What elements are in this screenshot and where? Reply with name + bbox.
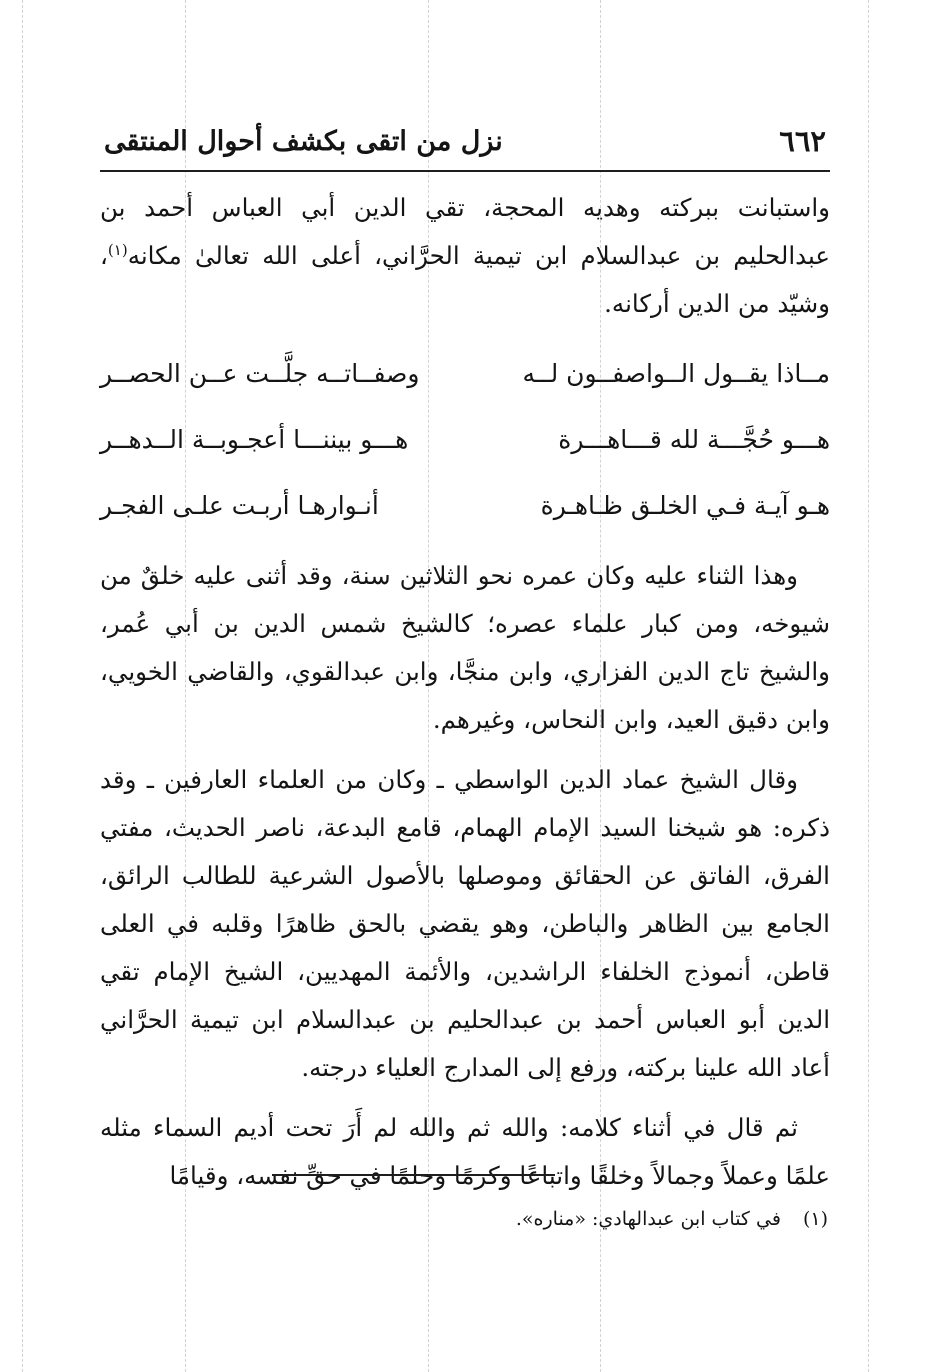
- verse-first-hemistich: مــاذا يقــول الــواصفــون لــه: [522, 358, 830, 388]
- poem-verse: [100, 406, 830, 472]
- page-body: [100, 184, 830, 1200]
- scan-artifact-line: [868, 0, 869, 1372]
- footnote-text: في كتاب ابن عبدالهادي: «مناره».: [515, 1208, 781, 1230]
- footnote-reference[interactable]: (١): [107, 240, 128, 259]
- verse-first-hemistich: هـــو حُجَّـــة لله قـــاهـــرة: [558, 424, 830, 454]
- footnote-number: (١): [802, 1208, 828, 1230]
- paragraph: [100, 184, 830, 328]
- poem: [100, 340, 830, 538]
- poem-verse: [100, 340, 830, 406]
- running-title: نزل من اتقى بكشف أحوال المنتقى: [104, 126, 503, 157]
- paragraph: وقال الشيخ عماد الدين الواسطي ـ وكان من العلماء العارفين ـ وقد ذكره: هو شيخنا السيد الإمام الهمام، قامع البدعة، ناصر الحديث، مفتي الفرق، الفاتق عن الحقائق وموصلها بالأصول الشرعية للطالب الرائق، الجامع بين الظاهر والباطن، وهو يقضي بالحق ظاهرًا وقلبه في العلى قاطن، أنموذج الخلفاء الراشدين، والأئمة المهديين، الشيخ الإمام تقي الدين أبو العباس أحمد بن عبدالحليم بن عبدالسلام ابن تيمية الحرَّاني أعاد الله علينا بركته، ورفع إلى المدارج العلياء درجته.: [100, 765, 830, 1082]
- scan-artifact-line: [22, 0, 23, 1372]
- paragraph: وهذا الثناء عليه وكان عمره نحو الثلاثين سنة، وقد أثنى عليه خلقٌ من شيوخه، ومن كبار علماء عصره؛ كالشيخ شمس الدين بن أبي عُمر، والشيخ تاج الدين الفزاري، وابن منجَّا، وابن عبدالقوي، والقاضي الخويي، وابن دقيق العيد، وابن النحاس، وغيرهم.: [100, 561, 830, 734]
- page-number: ٦٦٢: [779, 124, 826, 158]
- page-header: [100, 118, 830, 172]
- verse-second-hemistich: وصفــاتــه جلَّــت عــن الحصــر: [100, 358, 420, 388]
- footnote-separator: [272, 1174, 555, 1176]
- verse-second-hemistich: هـــو بيننـــا أعجـوبــة الــدهــر: [100, 424, 409, 454]
- paragraph: ثم قال في أثناء كلامه: والله ثم والله لم أَرَ تحت أديم السماء مثله علمًا وعملاً وجمالاً وخلقًا واتباعًا وكرمًا وحلمًا في حقِّ نفسه، وقيامًا: [100, 1113, 830, 1190]
- footnote: [308, 1208, 828, 1230]
- paragraph-text: ، وشيّد من الدين أركانه.: [100, 241, 830, 318]
- verse-second-hemistich: أنـوارهـا أربـت علـى الفجـر: [100, 490, 379, 520]
- poem-verse: [100, 472, 830, 538]
- verse-first-hemistich: هـو آيـة فـي الخلـق ظـاهـرة: [540, 490, 830, 520]
- book-page: [100, 118, 830, 1212]
- paragraph-text: واستبانت ببركته وهديه المحجة، تقي الدين أبي العباس أحمد بن عبدالحليم بن عبدالسلام ابن تيمية الحرَّاني، أعلى الله تعالىٰ مكانه: [100, 193, 830, 270]
